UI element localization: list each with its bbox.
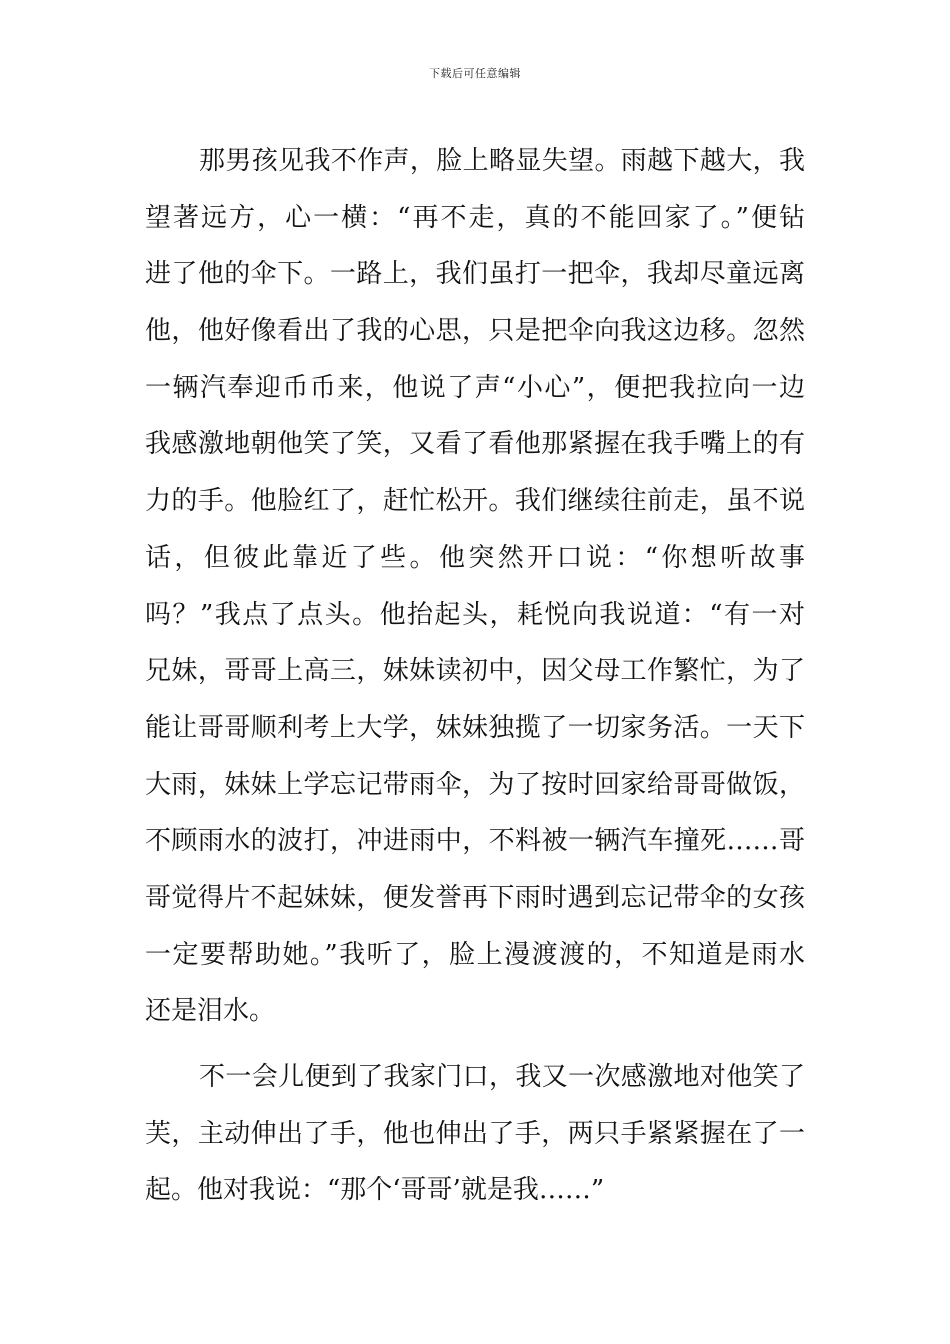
text-line: 哥觉得片不起妹妹，便发誉再下雨时遇到忘记带伞的女孩 (145, 882, 805, 913)
text-line: 不顾雨水的波打，冲进雨中，不料被一辆汽车撞死……哥 (145, 826, 805, 857)
paragraph-1 (145, 133, 805, 1040)
text-line: 话，但彼此靠近了些。他突然开口说：“你想听故事 (145, 542, 805, 573)
body-text (145, 133, 805, 1219)
text-line: 大雨，妹妹上学忘记带雨伞，为了按时回家给哥哥做饭， (145, 769, 805, 800)
paragraph-2 (145, 1049, 805, 1219)
text-line: 力的手。他脸红了，赶忙松开。我们继续往前走，虽不说 (145, 486, 805, 517)
text-line: 起。他对我说：“那个‘哥哥’就是我……” (145, 1175, 605, 1206)
text-line: 一定要帮助她。”我听了，脸上漫渡渡的，不知道是雨水 (145, 939, 805, 970)
text-line: 望著远方，心一横：“再不走，真的不能回家了。”便钻 (145, 202, 805, 233)
text-line: 一辆汽奉迎币币来，他说了声“小心”，便把我拉向一边 (145, 372, 805, 403)
text-line: 能让哥哥顺利考上大学，妹妹独揽了一切家务活。一天下 (145, 712, 805, 743)
text-line: 他，他好像看出了我的心思，只是把伞向我这边移。忽然 (145, 316, 805, 347)
paragraph-gap (145, 1040, 805, 1049)
page-header: 下载后可任意编辑 (429, 67, 521, 80)
text-line: 吗？”我点了点头。他抬起头，耗悦向我说道：“有一对 (145, 599, 805, 630)
text-line: 芙，主动伸出了手，他也伸出了手，两只手紧紧握在了一 (145, 1118, 805, 1149)
text-line: 兄妹，哥哥上高三，妹妹读初中，因父母工作繁忙，为了 (145, 656, 805, 687)
text-line: 我感激地朝他笑了笑，又看了看他那紧握在我手嘴上的有 (145, 429, 805, 460)
text-line: 还是泪水。 (145, 996, 276, 1027)
text-line: 进了他的伞下。一路上，我们虽打一把伞，我却尽童远离 (145, 259, 805, 290)
text-line: 不一会儿便到了我家门口，我又一次感激地对他笑了 (199, 1062, 805, 1092)
text-line: 那男孩见我不作声，脸上略显失望。雨越下越大，我 (199, 146, 805, 176)
